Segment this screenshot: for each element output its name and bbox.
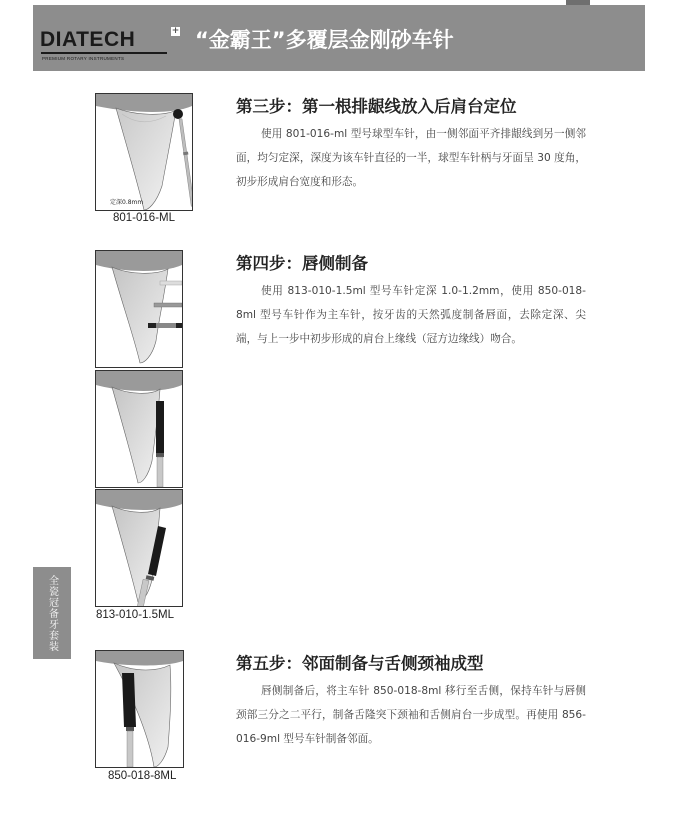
step4-title: 第四步：唇侧制备 — [236, 254, 368, 273]
side-tab-label: 全瓷冠备牙套装 — [46, 574, 58, 652]
depth-label: 定深0.8mm — [110, 199, 144, 206]
tooth-lingual-bur-illustration — [96, 651, 183, 767]
step3-body: 使用 801-016-ml 型号球型车针，由一侧邻面平齐排龈线到另一侧邻面，均匀定深，深度为该车针直径的一半，球型车针柄与牙面呈 30 度角，初步形成肩台宽度和形态。 — [236, 128, 586, 188]
step5-title: 第五步：邻面制备与舌侧颈袖成型 — [236, 654, 484, 673]
side-tab — [33, 567, 71, 659]
tooth-angled-bur-illustration — [96, 490, 182, 606]
step4-illustration-labial — [95, 370, 183, 488]
tooth-with-round-bur-illustration — [96, 94, 192, 210]
tooth-depth-grooves-illustration — [96, 251, 182, 367]
step3-illustration — [95, 93, 193, 211]
brand-logo: DIATECH — [40, 28, 136, 51]
step3-title: 第三步：第一根排龈线放入后肩台定位 — [236, 97, 517, 116]
step4-body: 使用 813-010-1.5ml 型号车针定深 1.0-1.2mm，使用 850-018-8ml 型号车针作为主车针，按牙齿的天然弧度制备唇面，去除定深、尖端，与上一步中初步形成的肩台上缘线（冠方边缘线）吻合。 — [236, 285, 586, 345]
plus-badge: + — [171, 26, 180, 36]
tooth-labial-bur-illustration — [96, 371, 182, 487]
step4-caption: 813-010-1.5ML — [96, 609, 174, 621]
brand-underline — [41, 52, 167, 54]
step5-body: 唇侧制备后，将主车针 850-018-8ml 移行至舌侧，保持车针与唇侧颈部三分之二平行，制备舌隆突下颈袖和舌侧肩台一步成型。再使用 856-016-9ml 型号车针制备邻面。 — [236, 685, 586, 745]
brand-subtitle: PREMIUM ROTARY INSTRUMENTS — [42, 56, 125, 61]
step4-illustration-depth — [95, 250, 183, 368]
step5-caption: 850-018-8ML — [108, 770, 177, 782]
step5-illustration — [95, 650, 184, 768]
step3-caption: 801-016-ML — [113, 212, 176, 224]
top-tab-notch — [566, 0, 590, 5]
page-title: “金霸王”多覆层金刚砂车针 — [195, 28, 454, 52]
step4-illustration-angled — [95, 489, 183, 607]
